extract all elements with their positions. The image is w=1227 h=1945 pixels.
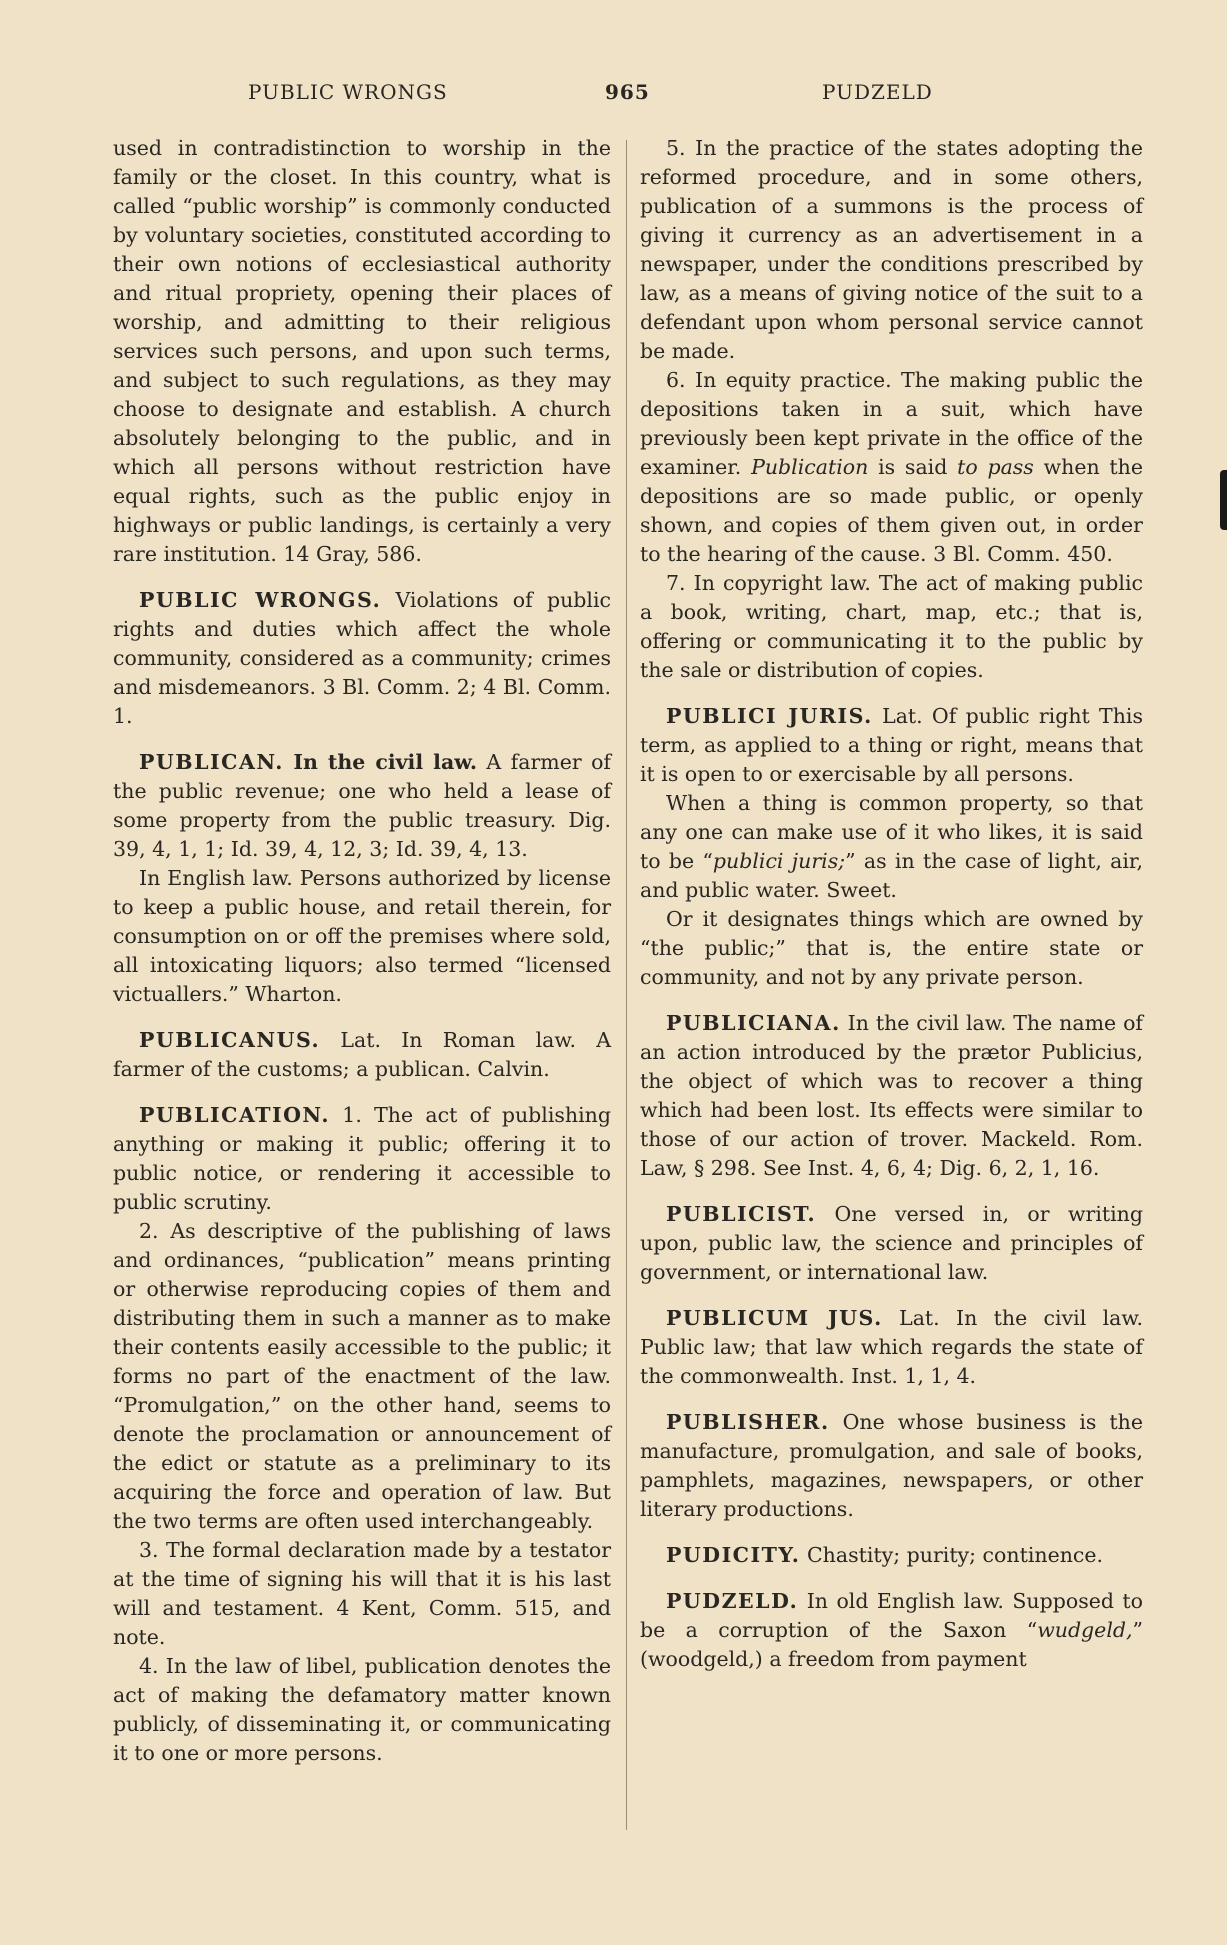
entry-publicist [640,1200,1143,1287]
headword: PUBLICANUS. [139,1028,321,1052]
page-number: 965 [605,80,650,104]
definition: Violations of public rights and duties which affect the whole community, considered as a community; crimes and misdemeanors. 3 Bl. Comm. 2; 4 Bl. Comm. 1. [113,588,611,728]
definition: 1. The act of publishing anything or making it public; offering it to public notice, or rendering it accessible to public scrutiny. [113,1103,611,1214]
entry-publication [113,1101,611,1217]
definition: Lat. In Roman law. A farmer of the customs; a publican. Calvin. [113,1028,611,1081]
entry-public-wrongs [113,586,611,731]
entry-publicanus [113,1026,611,1084]
publication-sense-2: 2. As descriptive of the publishing of laws and ordinances, “publication” means printing or otherwise reproducing copies of them and distributing them in such a manner as to make their contents easily accessible to the public; it forms no part of the enactment of the law. “Promulgation,” on the other hand, seems to denote the proclamation or announcement of the edict or statute as a preliminary to its acquiring the force and operation of law. But the two terms are often used interchangeably. [113,1219,611,1533]
definition: Chastity; purity; continence. [800,1543,1104,1567]
headword: PUDZELD. [666,1589,799,1613]
definition: A farmer of the public revenue; one who held a lease of some property from the public treasury. Dig. 39, 4, 1, 1; Id. 39, 4, 12, 3; Id. 39, 4, 13. [113,750,611,861]
italic-term: to pass [957,455,1034,479]
headword: PUBLICI JURIS. [666,704,873,728]
entry-pudicity [640,1541,1143,1570]
left-column [113,134,611,1768]
headword: PUBLICUM JUS. [666,1306,883,1330]
headword: PUBLISHER. [666,1410,830,1434]
headword: PUBLIC WRONGS. [139,588,382,612]
definition: In old English law. Supposed to be a corruption of the Saxon “ [640,1589,1143,1642]
entry-publican [113,748,611,864]
publication-sense-7: 7. In copyright law. The act of making public a book, writing, chart, map, etc.; that is, offering or communicating it to the public by the sale or distribution of copies. [640,571,1143,682]
publication-sense-3: 3. The formal declaration made by a testator at the time of signing his will that it is his last will and testament. 4 Kent, Comm. 515, and note. [113,1538,611,1649]
italic-term: Publication [751,455,869,479]
publication-sense-4: 4. In the law of libel, publication denotes the act of making the defamatory matter known publicly, of disseminating it, or communicating it to one or more persons. [113,1654,611,1765]
italic-term: wudgeld, [1037,1618,1133,1642]
right-column [640,134,1143,1674]
definition: One versed in, or writing upon, public law, the science and principles of government, or international law. [640,1202,1143,1284]
header-left-guideword: PUBLIC WRONGS [248,80,448,104]
definition: In the civil law. The name of an action introduced by the prætor Publicius, the object of which was to recover a thing which had been lost. Its effects were similar to those of our action of trover. Mackeld. Rom. Law, § 298. See Inst. 4, 6, 4; Dig. 6, 2, 1, 16. [640,1011,1143,1180]
entry-publici-juris [640,702,1143,789]
publication-sense-6 [640,366,1143,569]
text: is said [868,455,958,479]
text: 6. In equity practice. The making public the depositions taken in a suit, which have previously been kept private in the office of the examiner. [640,368,1143,479]
publici-juris-para-2 [640,789,1143,905]
entry-publicum-jus [640,1304,1143,1391]
header-right-guideword: PUDZELD [822,80,933,104]
definition: Lat. In the civil law. Public law; that law which regards the state of the commonwealth. Inst. 1, 1, 4. [640,1306,1143,1388]
entry-pudzeld [640,1587,1143,1674]
entry-publican-english: In English law. Persons authorized by license to keep a public house, and retail therein, for consumption on or off the premises where sold, all intoxicating liquors; also termed “licensed victuallers.” Wharton. [113,866,611,1006]
column-divider [626,140,627,1830]
headword: PUDICITY. [666,1543,801,1567]
edge-mark [1220,470,1227,530]
headword: PUBLICIANA. [666,1011,841,1035]
continued-paragraph: used in contradistinction to worship in the family or the closet. In this country, what is called “public worship” is commonly conducted by voluntary societies, constituted according to their own notions of ecclesiastical authority and ritual propriety, opening their places of worship, and admitting to their religious services such persons, and upon such terms, and subject to such regulations, as they may choose to designate and establish. A church absolutely belonging to the public, and in which all persons without restriction have equal rights, such as the public enjoy in highways or public landings, is certainly a very rare institution. 14 Gray, 586. [113,136,611,566]
entry-publisher [640,1408,1143,1524]
definition: One whose business is the manufacture, promulgation, and sale of books, pamphlets, magazines, newspapers, or other literary productions. [640,1410,1143,1521]
italic-term: publici juris; [712,849,846,873]
headword: PUBLICATION. [139,1103,330,1127]
running-header [0,80,1227,110]
entry-publiciana [640,1009,1143,1183]
publication-sense-5: 5. In the practice of the states adopting the reformed procedure, and in some others, publication of a summons is the process of giving it currency as an advertisement in a newspaper, under the conditions prescribed by law, as a means of giving notice of the suit to a defendant upon whom personal service cannot be made. [640,136,1143,363]
text: When a thing is common property, so that any one can make use of it who likes, it is said to be “ [640,791,1143,873]
subheading: In the civil law. [293,750,477,774]
definition: Lat. Of public right This term, as applied to a thing or right, means that it is open to or exercisable by all persons. [640,704,1143,786]
text: when the depositions are so made public, or openly shown, and copies of them given out, in order to the hearing of the cause. 3 Bl. Comm. 450. [640,455,1143,566]
headword: PUBLICIST. [666,1202,817,1226]
headword: PUBLICAN. [139,750,284,774]
definition: ” (woodgeld,) a freedom from payment [640,1618,1143,1671]
publici-juris-para-3: Or it designates things which are owned by “the public;” that is, the entire state or community, and not by any private person. [640,907,1143,989]
text: ” as in the case of light, air, and public water. Sweet. [640,849,1143,902]
